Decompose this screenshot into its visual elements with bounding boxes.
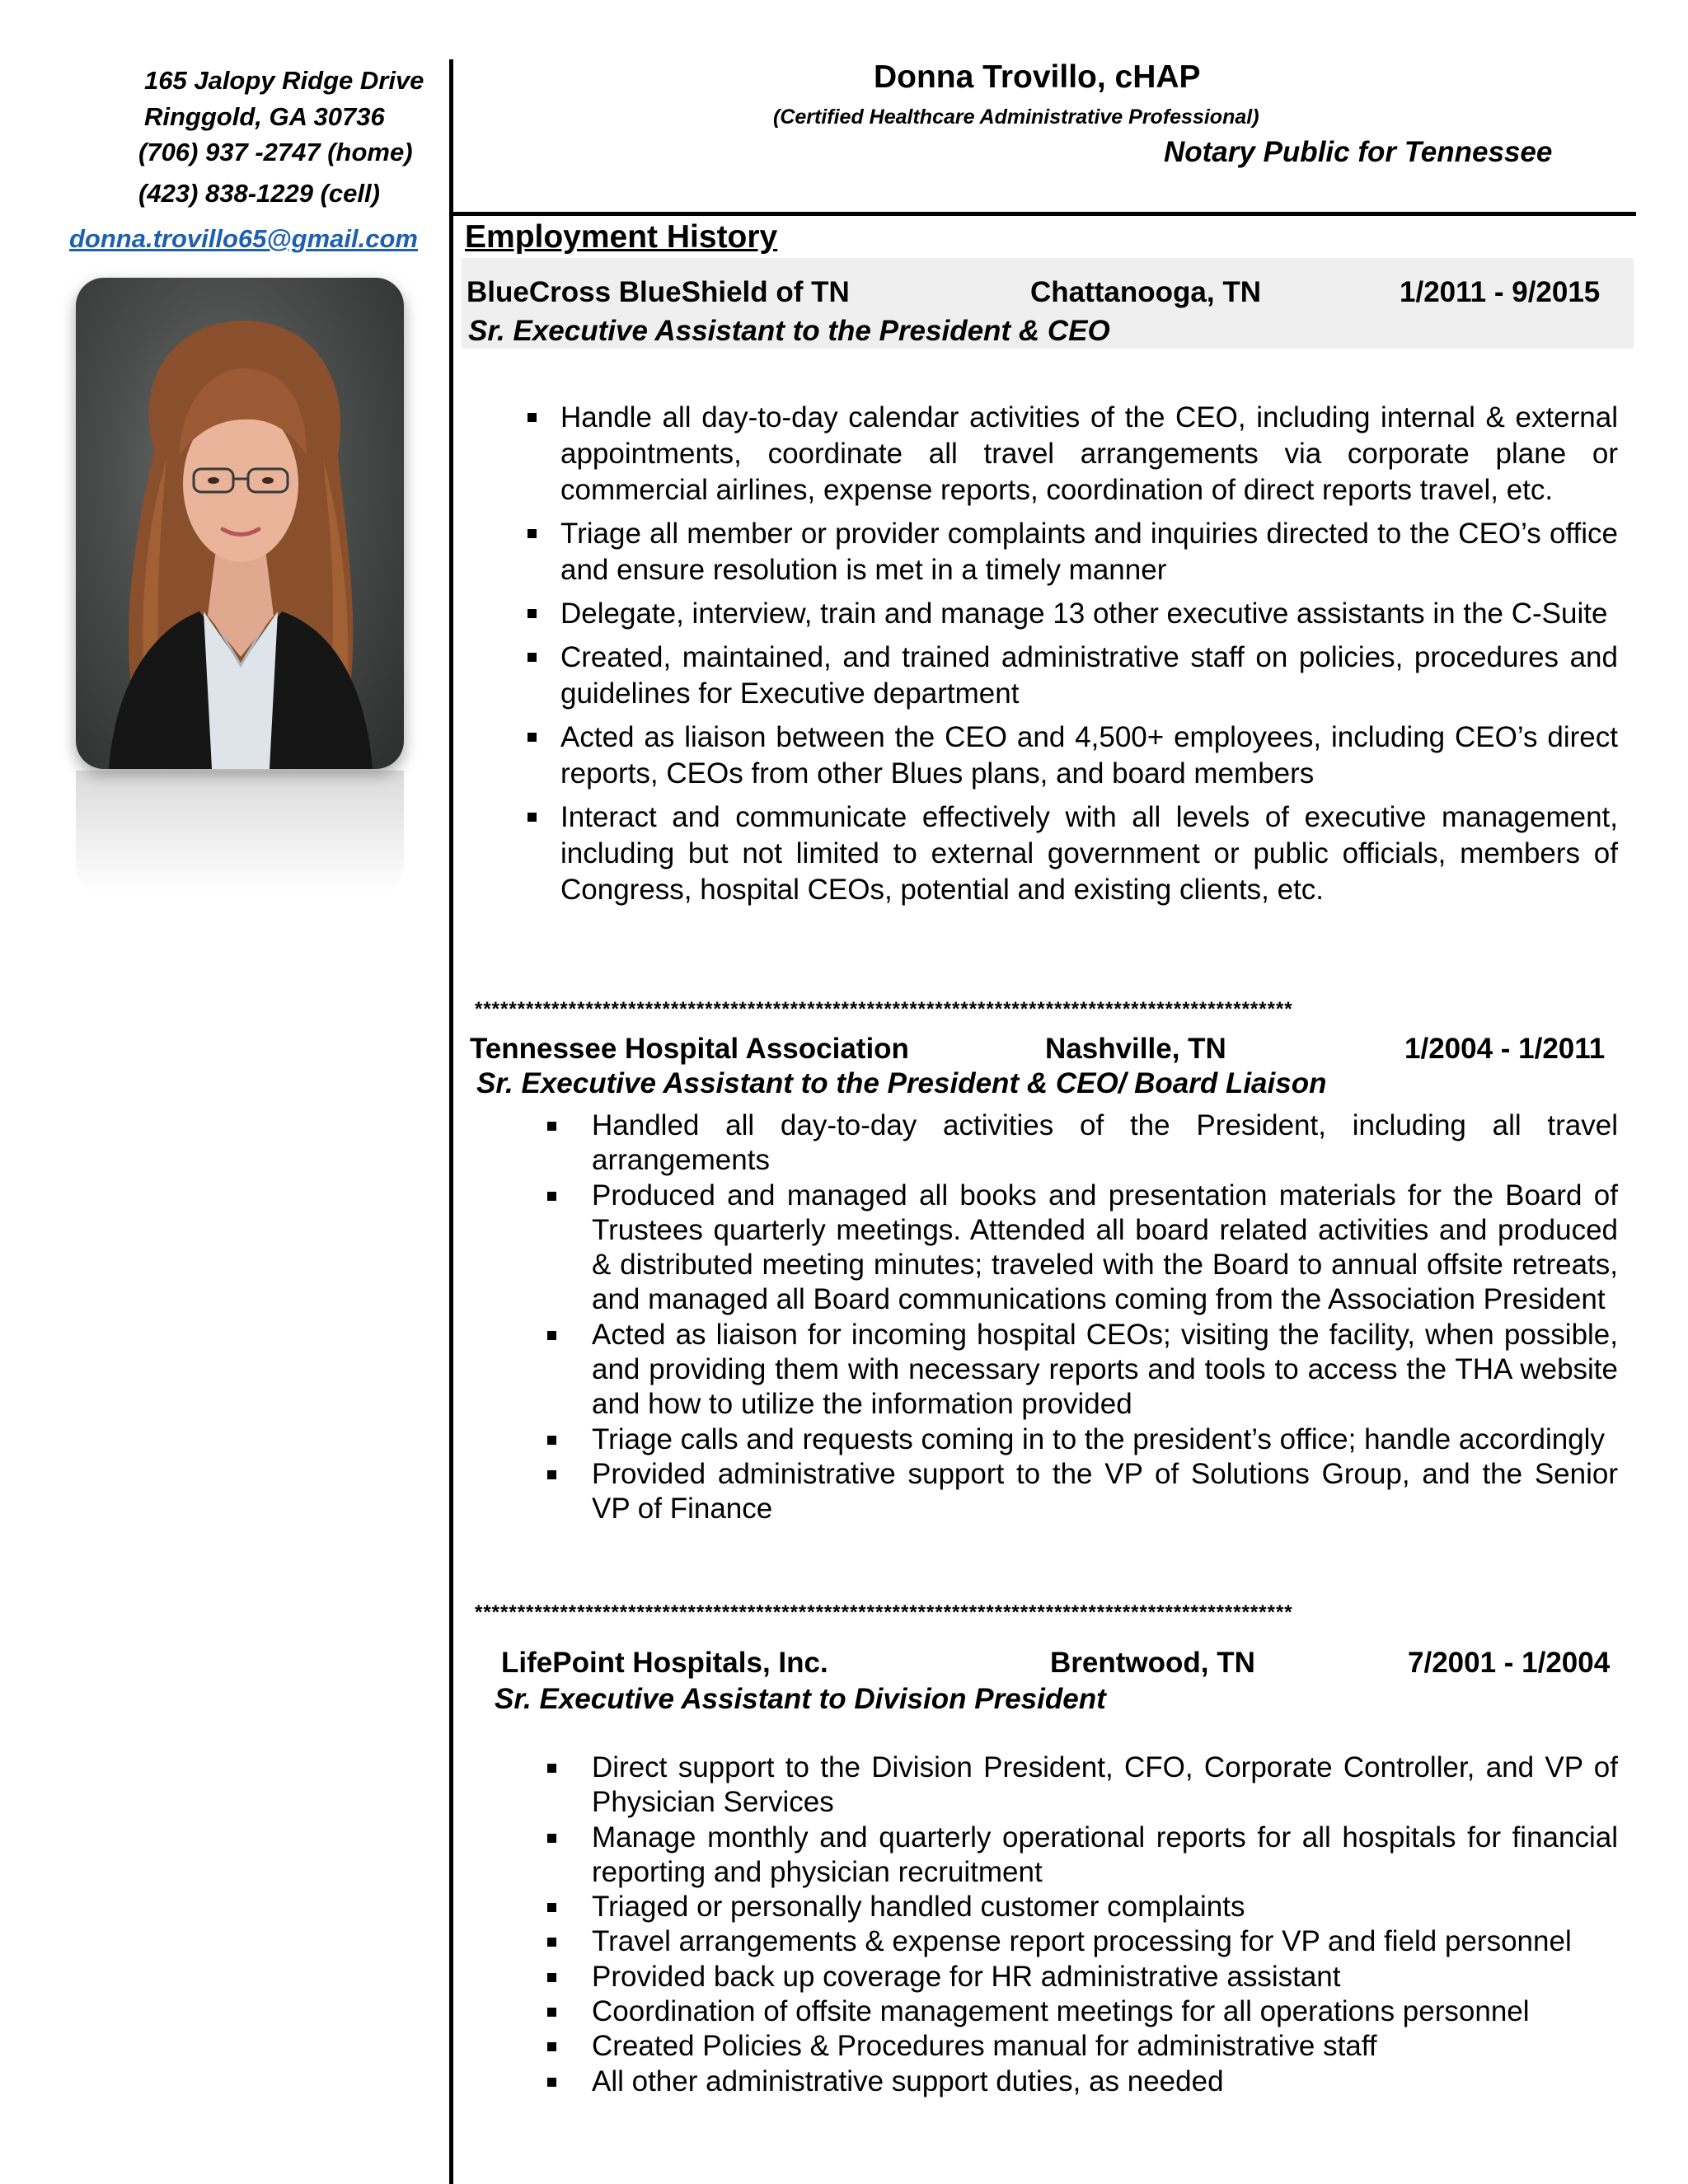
bullet-square-icon — [547, 1331, 556, 1340]
bullet-square-icon — [547, 1973, 556, 1982]
bullet-text: Provided administrative support to the VP of Solutions Group, and the Senior VP of Finance — [592, 1457, 1618, 1526]
list-item — [592, 1960, 1618, 1994]
bullet-square-icon — [547, 1192, 556, 1201]
job-dates: 7/2001 - 1/2004 — [1408, 1647, 1611, 1679]
job-dates: 1/2011 - 9/2015 — [1400, 276, 1601, 308]
list-item — [560, 516, 1618, 588]
bullet-square-icon — [528, 413, 537, 422]
bullet-square-icon — [547, 1938, 556, 1947]
portrait-illustration — [76, 278, 404, 769]
header-divider — [452, 212, 1636, 216]
bullet-text: Travel arrangements & expense report processing for VP and field personnel — [592, 1925, 1572, 1958]
notary-line: Notary Public for Tennessee — [1164, 136, 1553, 168]
bullet-text: Provided back up coverage for HR administrative assistant — [592, 1960, 1341, 1993]
bullet-text: Direct support to the Division President, CFO, Corporate Controller, and VP of Physician Services — [592, 1751, 1618, 1819]
address-line-2: Ringgold, GA 30736 — [144, 102, 385, 131]
list-item — [560, 640, 1618, 712]
bullet-text: Acted as liaison between the CEO and 4,500+ employees, including CEO’s direct reports, CEOs from other Blues plans, and board members — [560, 721, 1618, 790]
job-location: Nashville, TN — [1045, 1033, 1226, 1065]
bullet-text: Handled all day-to-day activities of the President, including all travel arrangements — [592, 1109, 1618, 1177]
job-bullet-list — [592, 1750, 1618, 2099]
address-line-1: 165 Jalopy Ridge Drive — [144, 66, 424, 95]
bullet-square-icon — [547, 1122, 556, 1131]
list-item — [592, 1750, 1618, 1821]
certification-subtitle: (Certified Healthcare Administrative Professional) — [773, 105, 1259, 129]
photo-reflection — [76, 771, 404, 894]
list-item — [592, 1318, 1618, 1422]
phone-home: (706) 937 -2747 (home) — [138, 138, 413, 166]
job-company: LifePoint Hospitals, Inc. — [501, 1647, 828, 1679]
list-item — [560, 719, 1618, 792]
list-item — [592, 1179, 1618, 1318]
bullet-square-icon — [547, 2008, 556, 2017]
job-location: Brentwood, TN — [1050, 1647, 1255, 1679]
list-item — [592, 2029, 1618, 2064]
bullet-text: All other administrative support duties, as needed — [592, 2064, 1224, 2097]
profile-photo — [76, 278, 404, 769]
bullet-square-icon — [547, 1764, 556, 1773]
job-title: Sr. Executive Assistant to the President & CEO — [468, 315, 1110, 347]
bullet-square-icon — [547, 1903, 556, 1912]
job-bullet-list — [560, 400, 1618, 916]
job-title: Sr. Executive Assistant to Division President — [495, 1683, 1106, 1715]
list-item — [592, 1422, 1618, 1457]
bullet-text: Created, maintained, and trained administrative staff on policies, procedures and guidelines for Executive department — [560, 641, 1618, 710]
bullet-square-icon — [547, 1470, 556, 1479]
job-location: Chattanooga, TN — [1030, 276, 1261, 308]
bullet-text: Delegate, interview, train and manage 13 other executive assistants in the C-Suite — [560, 598, 1608, 630]
bullet-square-icon — [528, 529, 537, 538]
vertical-divider — [449, 59, 453, 2184]
job-company: BlueCross BlueShield of TN — [467, 276, 850, 308]
separator-stars: ************************************************************************************************ — [475, 1601, 1293, 1624]
separator-stars: ************************************************************************************************ — [475, 998, 1293, 1020]
bullet-text: Triaged or personally handled customer complaints — [592, 1891, 1245, 1924]
list-item — [592, 1457, 1618, 1527]
job-company: Tennessee Hospital Association — [470, 1033, 909, 1065]
list-item — [560, 596, 1618, 632]
list-item — [592, 1108, 1618, 1179]
bullet-square-icon — [528, 653, 537, 662]
list-item — [592, 1924, 1618, 1959]
list-item — [592, 2064, 1618, 2099]
job-title: Sr. Executive Assistant to the President & CEO/ Board Liaison — [476, 1067, 1327, 1099]
email-link[interactable]: donna.trovillo65@gmail.com — [69, 224, 418, 253]
section-title-employment: Employment History — [465, 219, 778, 255]
bullet-square-icon — [528, 609, 537, 618]
bullet-square-icon — [528, 733, 537, 742]
bullet-square-icon — [528, 813, 537, 822]
job-dates: 1/2004 - 1/2011 — [1404, 1033, 1606, 1065]
list-item — [592, 1994, 1618, 2029]
bullet-square-icon — [547, 2078, 556, 2087]
bullet-text: Created Policies & Procedures manual for administrative staff — [592, 2030, 1377, 2063]
bullet-text: Handle all day-to-day calendar activities of the CEO, including internal & external appointments, coordinate all travel arrangements via corporate plane or commercial airlines, expense reports, coordination of direct reports travel, etc. — [560, 401, 1618, 506]
list-item — [560, 400, 1618, 509]
bullet-text: Triage calls and requests coming in to the president’s office; handle accordingly — [592, 1422, 1605, 1455]
bullet-square-icon — [547, 1834, 556, 1843]
bullet-text: Interact and communicate effectively with all levels of executive management, including but not limited to external government or public officials, members of Congress, hospital CEOs, potential and existing clients, etc. — [560, 801, 1618, 906]
list-item — [592, 1890, 1618, 1924]
bullet-text: Triage all member or provider complaints and inquiries directed to the CEO’s office and ensure resolution is met in a timely manner — [560, 518, 1618, 586]
list-item — [560, 799, 1618, 908]
bullet-text: Produced and managed all books and presentation materials for the Board of Trustees quarterly meetings. Attended all board related activities and produced & distributed meeting minutes; traveled with the Board to annual offsite retreats, and managed all Board communications coming from the Association President — [592, 1179, 1618, 1316]
bullet-text: Acted as liaison for incoming hospital CEOs; visiting the facility, when possible, and providing them with necessary reports and tools to access the THA website and how to utilize the information provided — [592, 1318, 1618, 1421]
bullet-text: Coordination of offsite management meetings for all operations personnel — [592, 1995, 1530, 2028]
bullet-square-icon — [547, 1436, 556, 1445]
bullet-text: Manage monthly and quarterly operational reports for all hospitals for financial reporting and physician recruitment — [592, 1821, 1618, 1888]
job-bullet-list — [592, 1108, 1618, 1527]
bullet-square-icon — [547, 2042, 556, 2051]
list-item — [592, 1821, 1618, 1891]
phone-cell: (423) 838-1229 (cell) — [138, 179, 380, 208]
candidate-name: Donna Trovillo, cHAP — [874, 59, 1201, 95]
